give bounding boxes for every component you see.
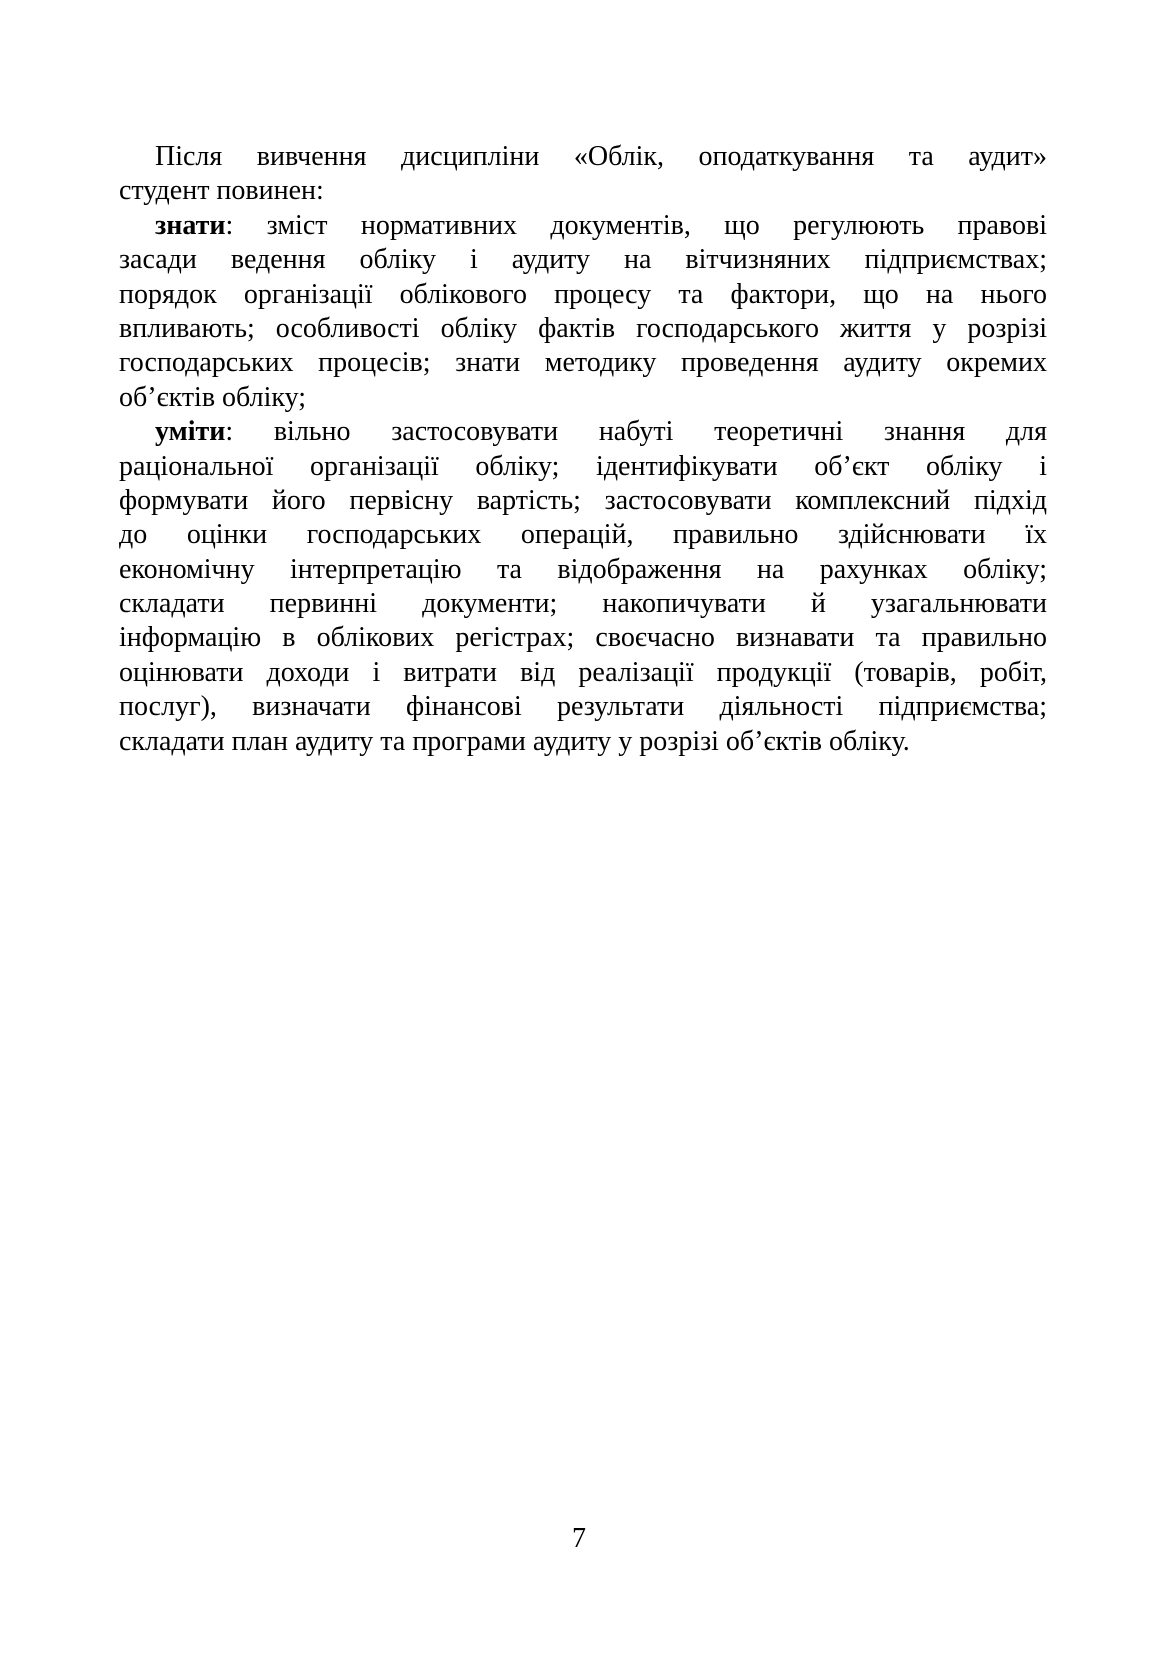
text-line: Після вивчення дисципліни «Облік, оподаткування та аудит» xyxy=(155,141,1047,172)
text-line: господарських процесів; знати методику проведення аудиту окремих xyxy=(119,347,1047,379)
text-line: складати первинні документи; накопичувати й узагальнювати xyxy=(119,588,1047,620)
text-line: послуг), визначати фінансові результати діяльності підприємства; xyxy=(119,691,1047,723)
page-number: 7 xyxy=(572,1523,586,1554)
text-line: оцінювати доходи і витрати від реалізації продукції (товарів, робіт, xyxy=(119,656,1047,688)
text-line: знати: зміст нормативних документів, що регулюють правові xyxy=(155,209,1047,241)
bold-term: знати xyxy=(155,209,226,241)
text-line: складати план аудиту та програми аудиту у розрізі об’єктів обліку. xyxy=(119,725,910,757)
bold-term: уміти xyxy=(155,416,226,448)
text-line: студент повинен: xyxy=(119,175,324,207)
text-line: формувати його первісну вартість; застосовувати комплексний підхід xyxy=(119,484,1047,516)
text-line: засади ведення обліку і аудиту на вітчизняних підприємствах; xyxy=(119,244,1047,276)
page-text xyxy=(119,140,1047,759)
text-line: до оцінки господарських операцій, правильно здійснювати їх xyxy=(119,519,1047,551)
text-line: уміти: вільно застосовувати набуті теоретичні знання для xyxy=(155,416,1047,448)
text-line: економічну інтерпретацію та відображення на рахунках обліку; xyxy=(119,553,1047,585)
text-line: впливають; особливості обліку фактів господарського життя у розрізі xyxy=(119,312,1047,344)
text-line: порядок організації облікового процесу та фактори, що на нього xyxy=(119,278,1047,310)
text-line: об’єктів обліку; xyxy=(119,381,306,413)
text-line: інформацію в облікових регістрах; своєчасно визнавати та правильно xyxy=(119,622,1047,654)
text-line: раціональної організації обліку; ідентифікувати об’єкт обліку і xyxy=(119,450,1047,482)
